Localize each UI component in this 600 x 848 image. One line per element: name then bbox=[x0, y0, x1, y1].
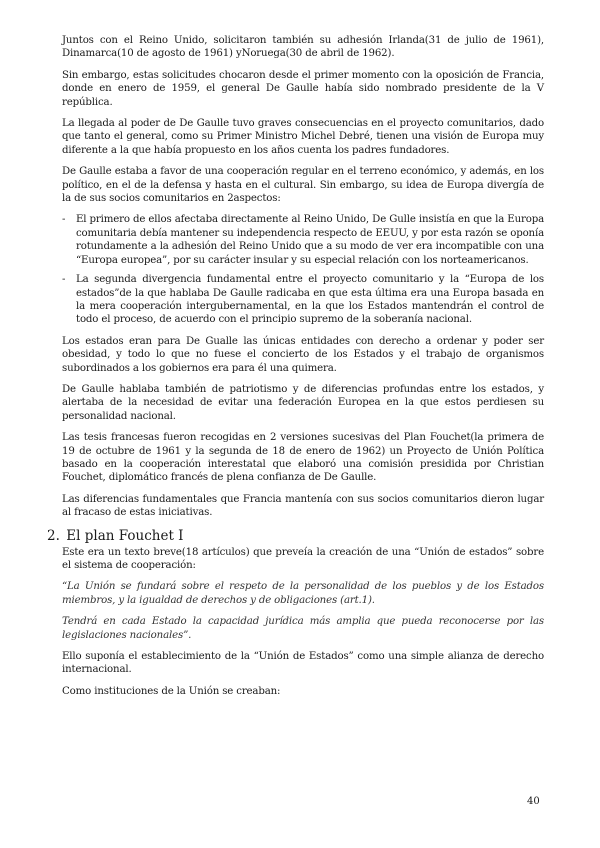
bullet-marker: - bbox=[62, 274, 66, 286]
paragraph: De Gaulle estaba a favor de una cooperación regular en el terreno económico, y además, en los político, en el de la defensa y hasta en el cultural. Sin embargo, su idea de Europa divergía de la de sus socios comunitarios en 2aspectos: bbox=[62, 166, 544, 205]
paragraph: Juntos con el Reino Unido, solicitaron también su adhesión Irlanda(31 de julio de 1961), Dinamarca(10 de agosto de 1961) yNoruega(30 de abril de 1962). bbox=[62, 35, 544, 60]
quote-paragraph: Tendrá en cada Estado la capacidad jurídica más amplia que pueda reconocerse por las legislaciones nacionales”. bbox=[62, 616, 544, 641]
list-item-text: El primero de ellos afectaba directamente al Reino Unido, De Gulle insistía en que la Europa comunitaria debía mantener su independencia respecto de EEUU, y por esta razón se oponía rotundamente a la adhesión del Reino Unido que a su modo de ver era incompatible con una “Europa europea”, por su carácter insular y su especial relación con los norteamericanos. bbox=[76, 214, 545, 266]
quote-paragraph: “La Unión se fundará sobre el respeto de la personalidad de los pueblos y de los Estados miembros, y la igualdad de derechos y de obligaciones (art.1). bbox=[62, 581, 544, 606]
paragraph: De Gaulle hablaba también de patriotismo y de diferencias profundas entre los estados, y alertaba de la necesidad de evitar una federación Europea en la que estos perdiesen su personalidad nacional. bbox=[62, 383, 544, 422]
section-title: El plan Fouchet I bbox=[66, 527, 184, 544]
section-intro: Este era un texto breve(18 artículos) que preveía la creación de una “Unión de estados” sobre el sistema de cooperación: bbox=[62, 546, 544, 571]
section-heading bbox=[47, 528, 544, 544]
paragraph: Los estados eran para De Gualle las únicas entidades con derecho a ordenar y poder ser obesidad, y todo lo que no fuese el concierto de los Estados y el trabajo de organismos subordinados a los gobiernos era para él una quimera. bbox=[62, 335, 544, 374]
paragraph: Las diferencias fundamentales que Francia mantenía con sus socios comunitarios dieron lugar al fracaso de estas iniciativas. bbox=[62, 493, 544, 519]
section-number: 2. bbox=[47, 527, 60, 544]
paragraph: La llegada al poder de De Gaulle tuvo graves consecuencias en el proyecto comunitarios, dado que tanto el general, como su Primer Ministro Michel Debré, tienen una visión de Europa muy diferente a la que había propuesto en los años cuenta los padres fundadores. bbox=[62, 118, 544, 156]
page-number: 40 bbox=[527, 796, 540, 807]
paragraph: Sin embargo, estas solicitudes chocaron desde el primer momento con la oposición de Francia, donde en enero de 1959, el general De Gaulle había sido nombrado presidente de la V república. bbox=[62, 69, 544, 108]
list-item-text: La segunda divergencia fundamental entre el proyecto comunitario y la “Europa de los estados”de la que hablaba De Gaulle radicaba en que esta última era una Europa basada en la mera cooperación intergubernamental, en la que los Estados mantendrán el control de todo el proceso, de acuerdo con el principio supremo de la soberanía nacional. bbox=[76, 274, 544, 326]
paragraph: Como instituciones de la Unión se creaban: bbox=[62, 685, 281, 697]
page-body bbox=[47, 34, 545, 706]
bullet-marker: - bbox=[62, 214, 66, 226]
list-item bbox=[62, 213, 544, 267]
bullet-list bbox=[62, 213, 544, 326]
paragraph: Ello suponía el establecimiento de la “Unión de Estados” como una simple alianza de derecho internacional. bbox=[62, 651, 544, 676]
list-item bbox=[62, 273, 544, 327]
paragraph: Las tesis francesas fueron recogidas en 2 versiones sucesivas del Plan Fouchet(la primera de 19 de octubre de 1961 y la segunda de 18 de enero de 1962) un Proyecto de Unión Política basado en la cooperación interestatal que elaboró una comisión presidida por Christian Fouchet, diplomático francés de plena confianza de De Gaulle. bbox=[62, 432, 544, 484]
